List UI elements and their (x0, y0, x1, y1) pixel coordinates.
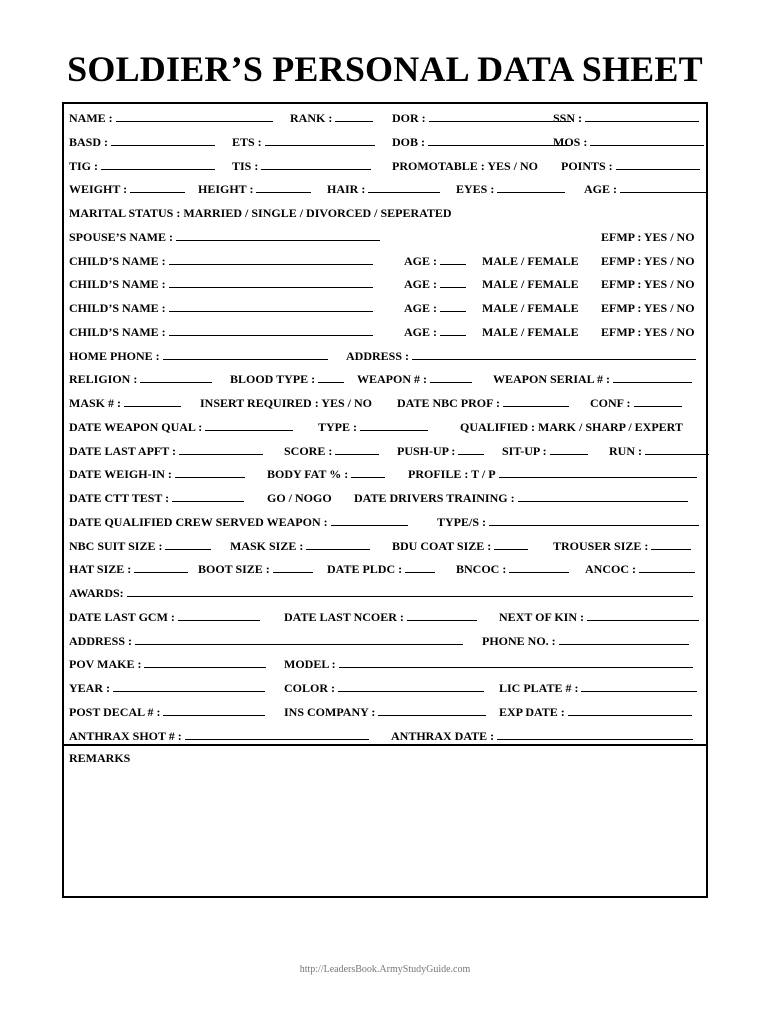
blank-line[interactable] (405, 562, 435, 573)
field (232, 134, 375, 150)
blank-line[interactable] (176, 230, 380, 241)
field (198, 561, 313, 577)
field-label: MALE / FEMALE (482, 301, 579, 315)
form-row (69, 205, 702, 221)
field (482, 276, 579, 292)
field-label: CHILD’S NAME : (69, 301, 166, 315)
field-label: DATE CTT TEST : (69, 491, 170, 505)
blank-line[interactable] (559, 634, 689, 645)
field-label: POINTS : (561, 158, 613, 173)
field-label: RELIGION : (69, 372, 138, 387)
blank-line[interactable] (639, 562, 695, 573)
blank-line[interactable] (172, 491, 244, 502)
blank-line[interactable] (429, 111, 571, 122)
field-label: HOME PHONE : (69, 348, 160, 363)
field (69, 419, 293, 435)
field-label: ANCOC : (585, 562, 636, 577)
field-label: SIT-UP : (502, 443, 547, 458)
field (346, 348, 696, 364)
blank-line[interactable] (645, 444, 709, 455)
blank-line[interactable] (140, 372, 212, 383)
field (284, 443, 379, 459)
field-label: MASK # : (69, 396, 121, 410)
field-label: AGE : (584, 182, 617, 197)
field-label: TYPE/S : (437, 514, 487, 529)
field-label: TYPE : (318, 419, 357, 434)
field (397, 395, 569, 411)
blank-line[interactable] (503, 396, 569, 407)
field-label: BODY FAT % : (267, 467, 349, 482)
blank-line[interactable] (430, 372, 472, 383)
field-label: ADDRESS : (69, 633, 133, 648)
form-row (69, 609, 702, 625)
blank-line[interactable] (497, 729, 693, 740)
form-row (69, 704, 702, 720)
field-label: YEAR : (69, 681, 110, 695)
blank-line[interactable] (335, 111, 373, 122)
remarks-label: REMARKS (69, 751, 131, 765)
blank-line[interactable] (581, 681, 697, 692)
blank-line[interactable] (318, 372, 344, 383)
blank-line[interactable] (265, 135, 375, 146)
blank-line[interactable] (101, 159, 215, 170)
field-label: ETS : (232, 134, 262, 149)
field-label: RANK : (290, 111, 333, 125)
field (357, 371, 472, 387)
blank-line[interactable] (178, 610, 260, 621)
blank-line[interactable] (169, 325, 373, 336)
remarks-divider (62, 744, 708, 746)
blank-line[interactable] (163, 705, 265, 716)
blank-line[interactable] (497, 182, 565, 193)
form-row (69, 561, 702, 577)
blank-line[interactable] (412, 349, 696, 360)
field (198, 181, 311, 197)
field-label: TIS : (232, 158, 259, 173)
field-label: DATE QUALIFIED CREW SERVED WEAPON : (69, 514, 328, 529)
field (404, 253, 466, 269)
field-label: WEIGHT : (69, 182, 128, 197)
field-label: SPOUSE’S NAME : (69, 229, 174, 244)
field (391, 728, 693, 744)
blank-line[interactable] (144, 657, 266, 668)
blank-line[interactable] (494, 539, 528, 550)
field-label: DATE PLDC : (327, 562, 403, 577)
field (499, 704, 692, 720)
form-row (69, 395, 702, 411)
field-label: HAIR : (327, 182, 366, 197)
field (499, 609, 699, 625)
blank-line[interactable] (338, 681, 484, 692)
field (327, 181, 440, 197)
blank-line[interactable] (616, 159, 700, 170)
field (585, 561, 695, 577)
field-label: AGE : (404, 301, 437, 315)
field-label: RUN : (609, 443, 642, 458)
field-label: QUALIFIED : MARK / SHARP / EXPERT (460, 419, 683, 434)
field (230, 538, 370, 554)
field-label: EFMP : YES / NO (601, 277, 695, 292)
field-label: HEIGHT : (198, 182, 254, 197)
field (69, 490, 244, 506)
form-row (69, 181, 702, 197)
field (499, 680, 697, 696)
field-label: BDU COAT SIZE : (392, 538, 492, 553)
field-label: EFMP : YES / NO (601, 229, 695, 244)
field (69, 656, 266, 672)
field (482, 253, 579, 269)
field-label: DOR : (392, 111, 426, 125)
field (69, 110, 273, 126)
field-label: WEAPON # : (357, 372, 427, 387)
blank-line[interactable] (440, 254, 466, 265)
field-label: AGE : (404, 277, 437, 292)
field (601, 276, 695, 292)
blank-line[interactable] (175, 467, 245, 478)
field (553, 110, 699, 126)
field-label: INSERT REQUIRED : YES / NO (200, 396, 372, 410)
field-label: DATE LAST GCM : (69, 609, 175, 624)
field (69, 395, 181, 411)
form-row (69, 466, 702, 482)
blank-line[interactable] (335, 444, 379, 455)
field-label: NEXT OF KIN : (499, 609, 585, 624)
blank-line[interactable] (651, 539, 691, 550)
field-label: DATE LAST APFT : (69, 443, 177, 458)
field (392, 110, 571, 126)
field (69, 134, 215, 150)
blank-line[interactable] (368, 182, 440, 193)
field (584, 181, 706, 197)
field (69, 229, 380, 245)
field (290, 110, 373, 126)
field-label: POV MAKE : (69, 657, 142, 672)
field-label: EFMP : YES / NO (601, 301, 695, 315)
field (69, 324, 373, 340)
form-row (69, 134, 702, 150)
field-label: ANTHRAX DATE : (391, 728, 495, 743)
field-label: NAME : (69, 111, 113, 125)
field (69, 609, 260, 625)
field (267, 466, 385, 482)
field-label: BASD : (69, 134, 109, 149)
field-label: BLOOD TYPE : (230, 372, 316, 387)
field (553, 538, 691, 554)
blank-line[interactable] (205, 420, 293, 431)
form-row (69, 656, 702, 672)
form-row (69, 728, 702, 744)
blank-line[interactable] (518, 491, 688, 502)
field (284, 656, 693, 672)
blank-line[interactable] (179, 444, 263, 455)
field (456, 561, 569, 577)
blank-line[interactable] (165, 539, 211, 550)
form-row (69, 276, 702, 292)
field-label: MALE / FEMALE (482, 253, 579, 268)
field-label: TROUSER SIZE : (553, 538, 649, 553)
field-label: DATE DRIVERS TRAINING : (354, 491, 515, 505)
field-label: COLOR : (284, 681, 335, 695)
field (200, 395, 372, 411)
field-label: MODEL : (284, 657, 336, 672)
field (69, 158, 215, 174)
field (482, 300, 579, 316)
field (601, 324, 695, 340)
field (404, 276, 466, 292)
blank-line[interactable] (407, 610, 477, 621)
field-label: INS COMPANY : (284, 704, 376, 719)
field (609, 443, 709, 459)
field-label: ADDRESS : (346, 348, 410, 363)
blank-line[interactable] (613, 372, 692, 383)
field-label: GO / NOGO (267, 491, 332, 505)
field (69, 704, 265, 720)
field (397, 443, 484, 459)
field (502, 443, 588, 459)
blank-line[interactable] (634, 396, 682, 407)
field (69, 538, 211, 554)
field (601, 229, 695, 245)
blank-line[interactable] (134, 562, 188, 573)
blank-line[interactable] (113, 681, 265, 692)
field-label: MALE / FEMALE (482, 277, 579, 292)
field-label: EFMP : YES / NO (601, 253, 695, 268)
field-label: SCORE : (284, 443, 333, 458)
field (69, 728, 369, 744)
blank-line[interactable] (440, 301, 466, 312)
field (392, 134, 570, 150)
field (69, 371, 212, 387)
blank-line[interactable] (124, 396, 181, 407)
field (69, 585, 693, 601)
blank-line[interactable] (331, 515, 408, 526)
field (482, 633, 689, 649)
blank-line[interactable] (135, 634, 463, 645)
field-label: CHILD’S NAME : (69, 277, 166, 292)
blank-line[interactable] (440, 277, 466, 288)
field (284, 704, 486, 720)
blank-line[interactable] (458, 444, 484, 455)
field-label: PHONE NO. : (482, 633, 556, 648)
field (69, 514, 408, 530)
blank-line[interactable] (587, 610, 699, 621)
field (553, 134, 704, 150)
blank-line[interactable] (185, 729, 369, 740)
form-row (69, 324, 702, 340)
footer-url: http://LeadersBook.ArmyStudyGuide.com (299, 964, 471, 975)
field-label: DATE WEAPON QUAL : (69, 419, 203, 434)
field (601, 253, 695, 269)
field (69, 300, 373, 316)
field-label: MARITAL STATUS : MARRIED / SINGLE / DIVORCED / SEPERATED (69, 206, 452, 220)
form-row (69, 419, 702, 435)
field-label: DATE WEIGH-IN : (69, 467, 172, 482)
field (482, 324, 579, 340)
field (69, 181, 185, 197)
field (69, 466, 245, 482)
field-label: DOB : (392, 134, 425, 149)
blank-line[interactable] (111, 135, 215, 146)
field-label: TIG : (69, 158, 99, 173)
blank-line[interactable] (306, 539, 370, 550)
field-label: MOS : (553, 134, 588, 149)
blank-line[interactable] (169, 301, 373, 312)
field-label: MASK SIZE : (230, 538, 304, 553)
field (267, 490, 332, 506)
field (69, 561, 188, 577)
blank-line[interactable] (339, 657, 693, 668)
blank-line[interactable] (256, 182, 311, 193)
field (601, 300, 695, 316)
form-row (69, 300, 702, 316)
field (392, 538, 528, 554)
field (318, 419, 428, 435)
blank-line[interactable] (116, 111, 273, 122)
blank-line[interactable] (499, 467, 697, 478)
field-label: CONF : (590, 396, 631, 410)
blank-line[interactable] (590, 135, 704, 146)
field (327, 561, 435, 577)
form-row (69, 253, 702, 269)
field-label: HAT SIZE : (69, 562, 132, 577)
field (404, 300, 466, 316)
blank-line[interactable] (620, 182, 706, 193)
form-row (69, 229, 702, 245)
field-label: EFMP : YES / NO (601, 324, 695, 339)
blank-line[interactable] (509, 562, 569, 573)
form-row (69, 680, 702, 696)
blank-line[interactable] (428, 135, 570, 146)
field (69, 680, 265, 696)
field-label: NBC SUIT SIZE : (69, 538, 163, 553)
form-row (69, 443, 702, 459)
field-label: CHILD’S NAME : (69, 253, 166, 268)
field (561, 158, 700, 174)
form-row (69, 490, 702, 506)
blank-line[interactable] (351, 467, 385, 478)
field (69, 253, 373, 269)
field-label: BOOT SIZE : (198, 562, 270, 577)
blank-line[interactable] (585, 111, 699, 122)
field-label: POST DECAL # : (69, 704, 161, 719)
field-label: WEAPON SERIAL # : (493, 372, 611, 387)
form-row (69, 158, 702, 174)
blank-line[interactable] (378, 705, 486, 716)
field-label: PUSH-UP : (397, 443, 456, 458)
field (460, 419, 683, 435)
field-label: AGE : (404, 253, 437, 268)
field (354, 490, 688, 506)
field (437, 514, 699, 530)
blank-line[interactable] (489, 515, 699, 526)
field-label: PROMOTABLE : YES / NO (392, 158, 539, 173)
blank-line[interactable] (568, 705, 692, 716)
form-row (69, 348, 702, 364)
field-label: LIC PLATE # : (499, 681, 579, 695)
field-label: CHILD’S NAME : (69, 324, 166, 339)
field-label: ANTHRAX SHOT # : (69, 728, 182, 743)
blank-line[interactable] (169, 254, 373, 265)
field-label: SSN : (553, 111, 583, 125)
field (493, 371, 692, 387)
field (69, 443, 263, 459)
field (69, 276, 373, 292)
field (69, 633, 463, 649)
blank-line[interactable] (169, 277, 373, 288)
form-row (69, 585, 702, 601)
blank-line[interactable] (130, 182, 185, 193)
blank-line[interactable] (273, 562, 313, 573)
form-row (69, 538, 702, 554)
field (69, 205, 452, 221)
field-label: AGE : (404, 324, 437, 339)
field-label: BNCOC : (456, 562, 507, 577)
form-row (69, 110, 702, 126)
blank-line[interactable] (550, 444, 588, 455)
field (232, 158, 371, 174)
page-title: SOLDIER’S PERSONAL DATA SHEET (67, 49, 703, 89)
blank-line[interactable] (261, 159, 371, 170)
field (404, 324, 466, 340)
form-row (69, 514, 702, 530)
field (284, 680, 484, 696)
field-label: EXP DATE : (499, 704, 565, 719)
field-label: PROFILE : T / P (408, 467, 496, 482)
field (69, 348, 328, 364)
field (590, 395, 682, 411)
field-label: EYES : (456, 182, 495, 197)
field (284, 609, 477, 625)
field-label: AWARDS: (69, 586, 124, 600)
field (408, 466, 697, 482)
blank-line[interactable] (360, 420, 428, 431)
field-label: MALE / FEMALE (482, 324, 579, 339)
blank-line[interactable] (163, 349, 328, 360)
field-label: DATE LAST NCOER : (284, 609, 404, 624)
blank-line[interactable] (440, 325, 466, 336)
field (230, 371, 344, 387)
field (456, 181, 565, 197)
form-row (69, 633, 702, 649)
field-label: DATE NBC PROF : (397, 396, 500, 410)
form-row (69, 371, 702, 387)
field (392, 158, 538, 174)
blank-line[interactable] (127, 586, 693, 597)
